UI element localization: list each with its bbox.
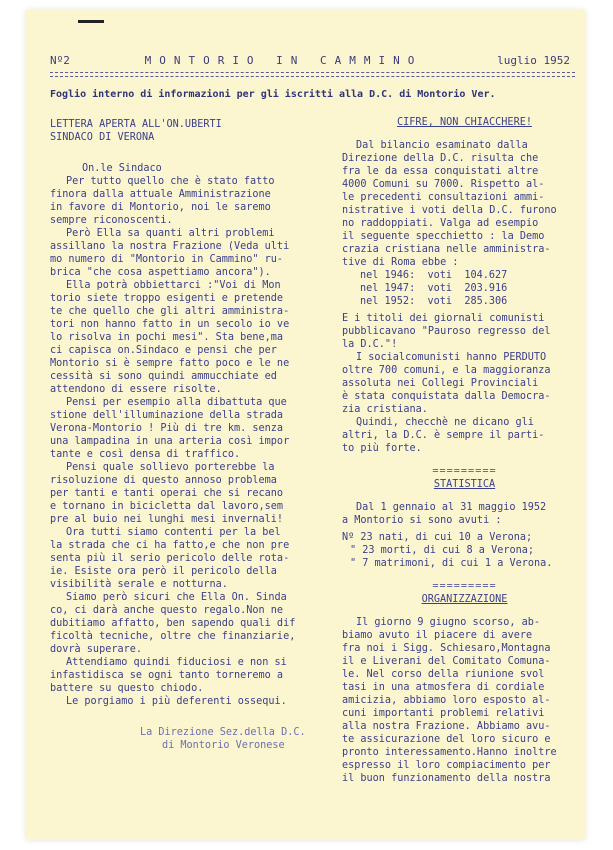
letter-heading-line-1: LETTERA APERTA ALL'ON.UBERTI [50, 119, 222, 130]
cifre-paragraph: E i titoli dei giornali comunisti pubblicavano "Pauroso regresso del la D.C."! [342, 313, 551, 350]
letter-paragraph: Pensi quale sollievo porterebbe la risoluzione di questo annoso problema per tanti e tanti operai che si recano e tornano in bicicletta dal lavoro,sem pre al buio nei lunghi mesi invernali! [50, 462, 284, 525]
ink-mark [78, 20, 104, 23]
masthead-row [50, 54, 570, 67]
issue-date: luglio 1952 [497, 54, 570, 67]
letter-paragraph: Le porgiamo i più deferenti ossequi. [66, 696, 287, 707]
statistica-row: Nº 23 nati, di cui 10 a Verona; [342, 532, 533, 543]
section-heading-statistica: STATISTICA [433, 479, 496, 490]
cifre-paragraph: Dal bilancio esaminato dalla Direzione della D.C. risulta che fra le da essa conquistati altre 4000 Comuni su 7000. Rispetto al- le precedenti consultazioni ammi- nistrative i voti della D.C. furono no raddoppiati. Valga ad esempio il seguente specchietto : la Demo crazia cristiana nelle amministra- tive di Roma ebbe : [342, 140, 557, 268]
statistica-row: " 7 matrimoni, di cui 1 a Verona. [350, 558, 553, 569]
right-column [342, 116, 587, 785]
newsletter-subtitle: Foglio interno di informazioni per gli iscritti alla D.C. di Montorio Ver. [50, 89, 496, 100]
votes-row: nel 1946: voti 104.627 [360, 270, 508, 281]
statistica-row: " 23 morti, di cui 8 a Verona; [350, 545, 535, 556]
letter-paragraph: Pensi per esempio alla dibattuta que stione dell'illuminazione della strada Verona-Montorio ! Più di tre km. senza una lampadina in una arteria così impor tante e così densa di traffico. [50, 397, 290, 460]
issue-number: Nº2 [50, 54, 70, 67]
letter-paragraph: Ella potrà obbiettarci :"Voi di Mon torio siete troppo esigenti e pretende te che quello che gli altri amministra- tori non hanno fatto in un secolo io ve lo risolva in pochi mesi". Sta bene,ma ci capisca on.Sindaco e pensi che per Montorio si è sempre fatto poco e le ne cessità si sono quindi ammucchiate ed attendono di essere risolte. [50, 280, 290, 395]
left-column [50, 118, 335, 752]
votes-table [342, 269, 587, 308]
document-page [26, 10, 585, 840]
letter-paragraph: Però Ella sa quanti altri problemi assillano la nostra Frazione (Veda ulti mo numero di "Montorio in Cammino" ru- brica "che cosa aspettiamo ancora"). [50, 228, 290, 278]
statistica-line: a Montorio si sono avuti : [342, 515, 502, 526]
signature-line-2: di Montorio Veronese [162, 740, 285, 751]
letter-paragraph: Attendiamo quindi fiduciosi e non si infastidisca se ogni tanto torneremo a battere su questo chiodo. [50, 657, 287, 694]
letter-salutation: On.le Sindaco [82, 163, 162, 174]
signature-line-1: La Direzione Sez.della D.C. [140, 727, 306, 738]
statistica-line: Dal 1 gennaio al 31 maggio 1952 [356, 502, 547, 513]
letter-paragraph: Ora tutti siamo contenti per la bel la strada che ci ha fatto,e che non pre senta più il serio pericolo delle rota- ie. Esiste ora però il pericolo della visibilità serale e notturna. [50, 527, 290, 590]
cifre-paragraph: I socialcomunisti hanno PERDUTO oltre 700 comuni, e la maggioranza assoluta nei Collegi Provinciali è stata conquistata dalla Democra- zia cristiana. [342, 352, 551, 415]
letter-paragraph: Per tutto quello che è stato fatto finora dalla attuale Amministrazione in favore di Montorio, noi le saremo sempre riconoscenti. [50, 176, 275, 226]
header-rule-bottom [50, 76, 575, 77]
section-heading-cifre: CIFRE, NON CHIACCHERE! [397, 117, 532, 128]
section-divider: ========= [432, 466, 497, 477]
section-heading-organizzazione: ORGANIZZAZIONE [421, 594, 508, 605]
letter-paragraph: Siamo però sicuri che Ella On. Sinda co, ci darà anche questo regalo.Non ne dubitiamo affatto, ben sapendo quali dif ficoltà tecniche, oltre che finanziarie, dovrà superare. [50, 592, 296, 655]
votes-row: nel 1952: voti 285.306 [360, 296, 508, 307]
votes-row: nel 1947: voti 203.916 [360, 283, 508, 294]
letter-heading-line-2: SINDACO DI VERONA [50, 132, 155, 143]
cifre-paragraph: Quindi, checchè ne dicano gli altri, la D.C. è sempre il parti- to più forte. [342, 417, 545, 454]
organizzazione-paragraph: Il giorno 9 giugno scorso, ab- biamo avuto il piacere di avere fra noi i Sigg. Schiesaro,Montagna il e Liverani del Comitato Comuna- le. Nel corso della riunione svol tasi in una atmosfera di cordiale amicizia, abbiamo loro esposto al- cuni importanti problemi relativi alla nostra Frazione. Abbiamo avu- te assicurazione del loro sicuro e pronto interessamento.Hanno inoltre espresso il loro compiacimento per il buon funzionamento della nostra [342, 617, 557, 784]
header-rule-top [50, 72, 575, 73]
section-divider: ========= [432, 581, 497, 592]
newsletter-title: MONTORIO IN CAMMINO [144, 54, 423, 67]
